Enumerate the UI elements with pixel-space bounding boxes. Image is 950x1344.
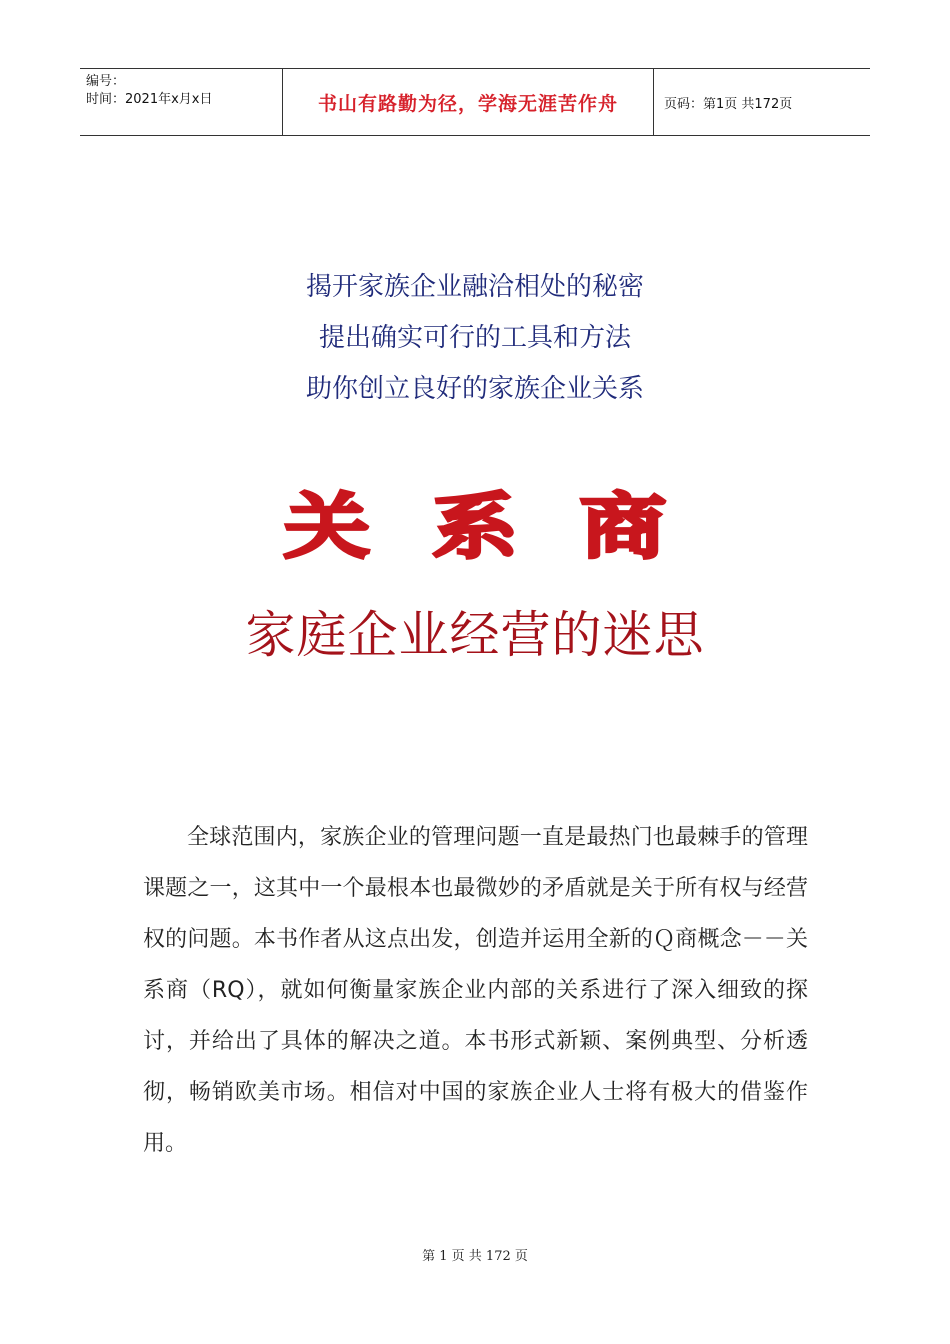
page-footer: 第 1 页 共 172 页 bbox=[422, 1249, 528, 1264]
book-description: 全球范围内，家族企业的管理问题一直是最热门也最棘手的管理课题之一，这其中一个最根本也最微妙的矛盾就是关于所有权与经营权的问题。本书作者从这点出发，创造并运用全新的Ｑ商概念－－关系商（RQ），就如何衡量家族企业内部的关系进行了深入细致的探讨，并给出了具体的解决之道。本书形式新颖、案例典型、分析透彻，畅销欧美市场。相信对中国的家族企业人士将有极大的借鉴作用。 bbox=[143, 825, 808, 1156]
header-number-label: 编号： bbox=[86, 74, 126, 89]
taglines bbox=[0, 262, 950, 415]
book-title: 关系商 bbox=[284, 486, 728, 568]
header-page-info: 页码：第1页 共172页 bbox=[664, 96, 793, 112]
header-date-label: 时间：2021年x月x日 bbox=[86, 92, 213, 107]
book-subtitle: 家庭企业经营的迷思 bbox=[245, 606, 705, 664]
tagline-1: 揭开家族企业融洽相处的秘密 bbox=[305, 272, 644, 302]
page-header bbox=[80, 68, 870, 136]
header-meta bbox=[80, 69, 282, 135]
tagline-2: 提出确实可行的工具和方法 bbox=[318, 323, 631, 353]
tagline-3: 助你创立良好的家族企业关系 bbox=[305, 374, 644, 404]
header-motto: 书山有路勤为径，学海无涯苦作舟 bbox=[282, 69, 654, 135]
